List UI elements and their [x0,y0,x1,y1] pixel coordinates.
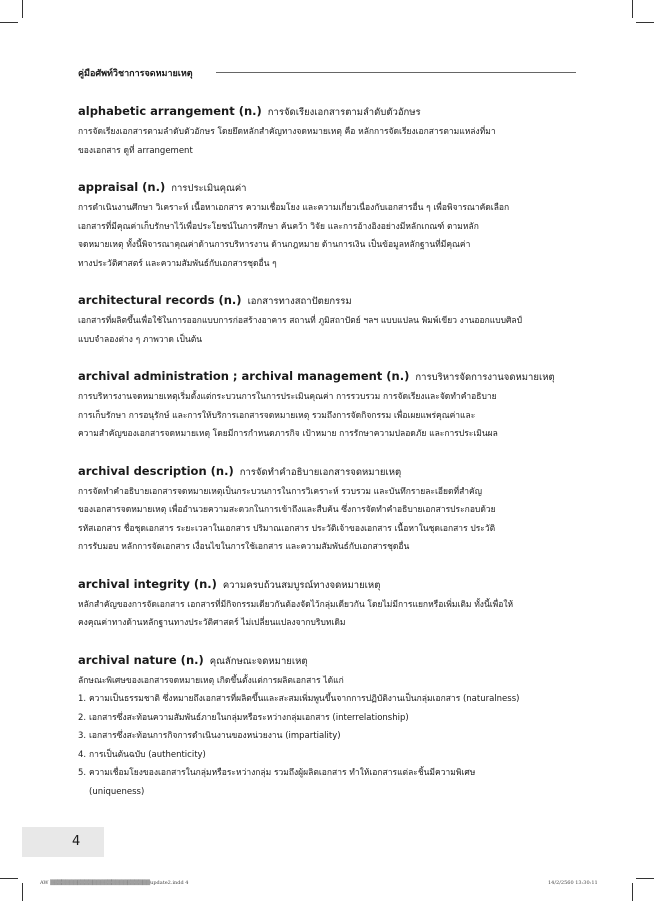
glossary-entry [78,100,576,160]
definition-line: การจัดเรียงเอกสารตามลำดับตัวอักษร โดยยึดหลักสำคัญทางจดหมายเหตุ คือ หลักการจัดเรียงเอกสารตามแหล่งที่มา [78,127,496,137]
list-item [78,746,576,765]
entry-thai-term: การประเมินคุณค่า [171,183,247,194]
glossary-body [78,100,576,817]
entry-term: archival nature (n.) [78,652,204,667]
entry-heading [78,289,576,312]
entry-heading [78,365,576,388]
entry-thai-term: การจัดทำคำอธิบายเอกสารจดหมายเหตุ [239,466,402,478]
definition-line: เอกสารที่ผลิตขึ้นเพื่อใช้ในการออกแบบการก่อสร้างอาคาร สถานที่ ภูมิสถาปัตย์ ฯลฯ แบบแปลน พิมพ์เขียว งานออกแบบศิลป์ [78,316,523,326]
entry-thai-term: คุณลักษณะจดหมายเหตุ [209,655,308,667]
list-item [78,709,576,728]
crop-mark [22,883,23,901]
entry-heading [78,176,576,199]
entry-term: archival administration ; archival management (n.) [78,369,410,383]
definition-line: หลักสำคัญของการจัดเอกสาร เอกสารที่มีกิจกรรมเดียวกันต้องจัดไว้กลุ่มเดียวกัน โดยไม่มีการแยกหรือเพิ่มเติม ทั้งนี้เพื่อให้ [78,599,514,610]
definition-line: การบริหารงานจดหมายเหตุเริ่มตั้งแต่กระบวนการในการประเมินคุณค่า การรวบรวม การจัดเรียงและจัดทำคำอธิบาย [78,392,497,402]
definition-line: ความสำคัญของเอกสารจดหมายเหตุ โดยมีการกำหนดภารกิจ เป้าหมาย การรักษาความปลอดภัย และการประเมินผล [78,429,498,439]
definition-line: เอกสารที่มีคุณค่าเก็บรักษาไว้เพื่อประโยชน์ในการศึกษา ค้นคว้า วิจัย และการอ้างอิงอย่างมีหลักเกณฑ์ ตามหลัก [78,221,479,232]
glossary-entry [78,460,576,557]
definition-line: ทางประวัติศาสตร์ และความสัมพันธ์กับเอกสารชุดอื่น ๆ [78,258,277,269]
list-item [78,690,576,709]
entry-term: appraisal (n.) [78,180,166,194]
entry-definition [78,312,576,349]
entry-thai-term: ความครบถ้วนสมบูรณ์ทางจดหมายเหตุ [222,579,381,591]
header-rule [216,72,576,73]
crop-mark [632,0,633,18]
glossary-entry [78,649,576,802]
entry-definition [78,483,576,557]
entry-term: archival integrity (n.) [78,576,217,591]
entry-definition [78,123,576,160]
list-item-text: ความเชื่อมโยงของเอกสารในกลุ่มหรือระหว่างกลุ่ม รวมถึงผู้ผลิตเอกสาร ทำให้เอกสารแต่ละชิ้นมีความพิเศษ [89,768,476,778]
entry-definition [78,596,576,633]
definition-line: การเก็บรักษา การอนุรักษ์ และการให้บริการเอกสารจดหมายเหตุ รวมถึงการจัดกิจกรรม เพื่อเผยแพร่คุณค่าและ [78,410,476,421]
definition-line: ลักษณะพิเศษของเอกสารจดหมายเหตุ เกิดขึ้นตั้งแต่การผลิตเอกสาร ได้แก่ [78,675,344,686]
entry-heading [78,460,576,483]
crop-mark [22,0,23,18]
page-number-box [22,827,104,857]
crop-mark [0,878,18,879]
entry-term: alphabetic arrangement (n.) [78,104,262,118]
list-item [78,764,576,783]
list-item-text: ความเป็นธรรมชาติ ซึ่งหมายถึงเอกสารที่ผลิตขึ้นและสะสมเพิ่มพูนขึ้นจากการปฏิบัติงานเป็นกลุ่มเอกสาร (naturalness) [89,694,520,704]
list-item-text: เอกสารซึ่งสะท้อนความสัมพันธ์ภายในกลุ่มหรือระหว่างกลุ่มเอกสาร (interrelationship) [89,712,409,723]
entry-definition [78,672,576,691]
list-item-number: 4. [78,749,87,760]
crop-mark [636,878,654,879]
definition-line: รหัสเอกสาร ชื่อชุดเอกสาร ระยะเวลาในเอกสาร ปริมาณเอกสาร ประวัติเจ้าของเอกสาร เนื้อหาในชุดเอกสาร ประวัติ [78,523,496,534]
list-item-number: 1. [78,694,87,704]
glossary-entry [78,573,576,633]
glossary-entry [78,289,576,349]
entry-definition [78,388,576,444]
entry-heading [78,100,576,123]
list-item-continuation: (uniqueness) [89,786,145,797]
list-item-number: 5. [78,768,87,778]
entry-term: architectural records (n.) [78,293,242,307]
definition-line: ของเอกสาร ดูที่ arrangement [78,145,193,156]
definition-line: การจัดทำคำอธิบายเอกสารจดหมายเหตุเป็นกระบวนการในการวิเคราะห์ รวบรวม และบันทึกรายละเอียดที่สำคัญ [78,486,482,497]
list-item-number: 2. [78,712,87,723]
definition-line: แบบจำลองต่าง ๆ ภาพวาด เป็นต้น [78,334,203,345]
page-number: 4 [72,834,81,849]
list-item-number: 3. [78,731,87,741]
list-item-text: การเป็นต้นฉบับ (authenticity) [89,749,206,760]
definition-line: การดำเนินงานศึกษา วิเคราะห์ เนื้อหาเอกสาร ความเชื่อมโยง และความเกี่ยวเนื่องกับเอกสารอื่น ๆ เพื่อพิจารณาคัดเลือก [78,203,510,213]
glossary-entry [78,365,576,444]
entry-term: archival description (n.) [78,463,234,478]
entry-heading [78,573,576,596]
glossary-entry [78,176,576,273]
list-item [78,727,576,746]
entry-definition [78,199,576,273]
crop-mark [636,22,654,23]
definition-line: จดหมายเหตุ ทั้งนี้พิจารณาคุณค่าด้านการบริหารงาน ด้านกฎหมาย ด้านการเงิน เป็นข้อมูลหลักฐานที่มีคุณค่า [78,240,471,250]
list-item-text: เอกสารซึ่งสะท้อนการกิจการดำเนินงานของหน่วยงาน (impartiality) [89,731,341,741]
print-slug-file: AW ▒▒▒▒▒▒▒▒▒▒▒▒▒▒▒▒▒▒▒▒▒▒▒▒▒▒update2.indd 4 [40,880,189,886]
entry-thai-term: การจัดเรียงเอกสารตามลำดับตัวอักษร [267,107,421,118]
definition-line: คงคุณค่าทางด้านหลักฐานทางประวัติศาสตร์ ไม่เปลี่ยนแปลงจากบริบทเดิม [78,618,346,628]
print-slug-date: 14/2/2560 13:30:11 [548,880,598,886]
crop-mark [632,883,633,901]
entry-thai-term: เอกสารทางสถาปัตยกรรม [247,296,352,307]
definition-line: ของเอกสารจดหมายเหตุ เพื่ออำนวยความสะดวกในการเข้าถึงและสืบค้น ซึ่งการจัดทำคำอธิบายเอกสารประกอบด้วย [78,505,496,515]
entry-heading [78,649,576,672]
running-header: คู่มือศัพท์วิชาการจดหมายเหตุ [78,69,193,79]
definition-line: การรับมอบ หลักการจัดเอกสาร เงื่อนไขในการใช้เอกสาร และความสัมพันธ์กับเอกสารชุดอื่น [78,542,410,552]
crop-mark [0,22,18,23]
entry-thai-term: การบริหารจัดการงานจดหมายเหตุ [415,372,555,383]
